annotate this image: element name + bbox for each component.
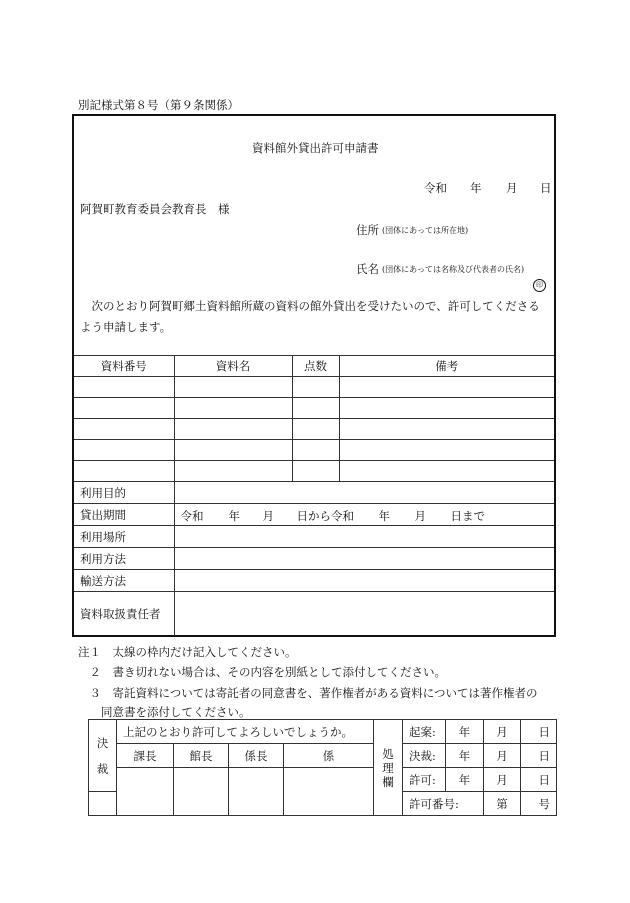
note-2: ２ 書き切れない場合は、その内容を別紙として添付してください。 — [78, 665, 446, 679]
table-row[interactable] — [74, 419, 554, 440]
body-text-line2: よう申請します。 — [80, 320, 172, 334]
body-text-line1: 次のとおり阿賀町郷土資料館所蔵の資料の館外貸出を受けたいので、許可してくださる — [80, 299, 540, 313]
table-header-row — [74, 356, 554, 377]
transport-label: 輸送方法 — [74, 570, 174, 592]
method-label: 利用方法 — [74, 548, 174, 570]
table-row[interactable] — [74, 377, 554, 398]
purpose-label: 利用目的 — [74, 482, 174, 504]
permit-date-label: 許可: — [403, 768, 446, 792]
form-number: 別記様式第８号（第９条関係） — [78, 98, 239, 112]
name-note: (団体にあっては名称及び代表者の氏名) — [382, 265, 525, 274]
date-year: 年 — [470, 181, 482, 195]
stamp-section-chief[interactable] — [117, 768, 174, 816]
draft-label: 起案: — [403, 720, 446, 744]
permit-dai: 第 — [484, 792, 521, 816]
manager-field[interactable] — [174, 592, 554, 637]
method-field[interactable] — [174, 548, 554, 570]
seal-icon: 印 — [533, 279, 546, 292]
header-count: 点数 — [292, 356, 339, 377]
date-month: 月 — [506, 181, 518, 195]
approval-table: 決 裁 上記のとおり許可してよろしいでしょうか。 処 理 欄 起案: 年 月 日 課長 館長 係長 係 決裁: 年 月 日 許可: 年 月 日 許可番号: 第 号 — [88, 719, 557, 816]
role-staff: 係 — [284, 744, 374, 768]
date-era: 令和 — [424, 181, 447, 195]
table-row[interactable] — [74, 398, 554, 419]
role-section-chief: 課長 — [117, 744, 174, 768]
application-frame — [72, 114, 556, 637]
decision-header: 決 裁 — [89, 720, 117, 792]
transport-row[interactable] — [74, 570, 554, 592]
purpose-row[interactable] — [74, 482, 554, 504]
role-subsection-chief: 係長 — [229, 744, 284, 768]
header-material-name: 資料名 — [174, 356, 292, 377]
approval-question: 上記のとおり許可してよろしいでしょうか。 — [117, 720, 374, 744]
date-day: 日 — [540, 181, 552, 195]
place-field[interactable] — [174, 526, 554, 548]
period-field[interactable]: 令和 年 月 日から令和 年 月 日まで — [174, 504, 554, 526]
manager-row[interactable] — [74, 592, 554, 637]
purpose-field[interactable] — [174, 482, 554, 504]
name-label: 氏名 — [356, 262, 379, 276]
process-column: 処 理 欄 — [374, 720, 403, 816]
stamp-subsection-chief[interactable] — [229, 768, 284, 816]
decision-date-label: 決裁: — [403, 744, 446, 768]
stamp-director[interactable] — [174, 768, 229, 816]
period-row[interactable] — [74, 504, 554, 526]
table-row[interactable] — [74, 461, 554, 482]
table-row[interactable] — [74, 440, 554, 461]
address-note: (団体にあっては所在地) — [382, 226, 469, 235]
stamp-staff[interactable] — [284, 768, 374, 816]
transport-field[interactable] — [174, 570, 554, 592]
address-label: 住所 — [356, 223, 379, 237]
place-row[interactable] — [74, 526, 554, 548]
period-label: 貸出期間 — [74, 504, 174, 526]
permit-number-label: 許可番号: — [403, 792, 484, 816]
role-director: 館長 — [174, 744, 229, 768]
permit-go: 号 — [521, 792, 557, 816]
manager-label: 資料取扱責任者 — [74, 592, 174, 637]
method-row[interactable] — [74, 548, 554, 570]
note-1: 注１ 太線の枠内だけ記入してください。 — [78, 645, 297, 659]
header-material-no: 資料番号 — [74, 356, 174, 377]
place-label: 利用場所 — [74, 526, 174, 548]
materials-table — [74, 355, 554, 636]
header-remarks: 備考 — [339, 356, 554, 377]
addressee: 阿賀町教育委員会教育長 様 — [80, 202, 230, 216]
note-3-cont: 同意書を添付してください。 — [78, 705, 251, 719]
note-3: ３ 寄託資料については寄託者の同意書を、著作権者がある資料については著作権者の — [78, 686, 538, 700]
form-title: 資料館外貸出許可申請書 — [252, 141, 379, 155]
